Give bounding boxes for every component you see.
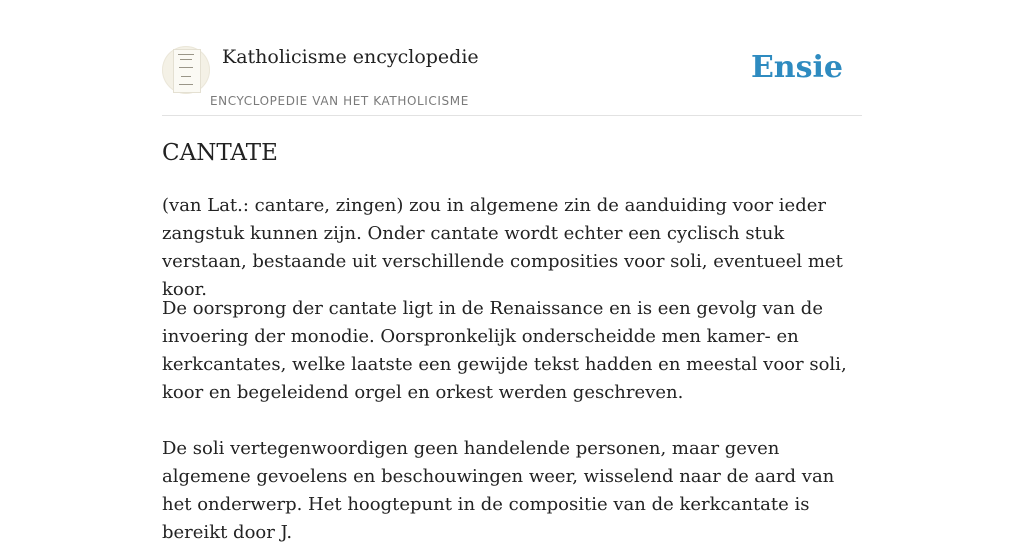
ensie-logo-link[interactable]: Ensie	[750, 50, 843, 85]
site-subtitle: ENCYCLOPEDIE VAN HET KATHOLICISME	[210, 94, 469, 108]
site-title[interactable]: Katholicisme encyclopedie	[222, 46, 479, 68]
article-paragraph: De oorsprong der cantate ligt in de Renaissance en is een gevolg van de invoering der monodie. Oorspronkelijk onderscheidde men kamer- en kerkcantates, welke laatste een gewijde tekst hadden en meestal voor soli, koor en begeleidend orgel en orkest werden geschreven.	[162, 298, 847, 403]
page	[162, 0, 862, 543]
cover-text-line	[181, 76, 191, 77]
article-title: CANTATE	[162, 140, 278, 166]
cover-text-line	[179, 67, 193, 68]
book-cover-icon[interactable]	[162, 46, 210, 94]
book-cover-page	[173, 49, 201, 93]
header	[162, 0, 862, 116]
article-paragraph: (van Lat.: cantare, zingen) zou in algemene zin de aanduiding voor ieder zangstuk kunnen zijn. Onder cantate wordt echter een cyclisch stuk verstaan, bestaande uit verschillende composities voor soli, eventueel met koor.	[162, 195, 843, 300]
cover-text-line	[178, 54, 194, 55]
cover-text-line	[179, 84, 193, 85]
article-paragraph: De soli vertegenwoordigen geen handelende personen, maar geven algemene gevoelens en beschouwingen weer, wisselend naar de aard van het onderwerp. Het hoogtepunt in de compositie van de kerkcantate is bereikt door J.	[162, 438, 835, 543]
cover-text-line	[180, 59, 192, 60]
